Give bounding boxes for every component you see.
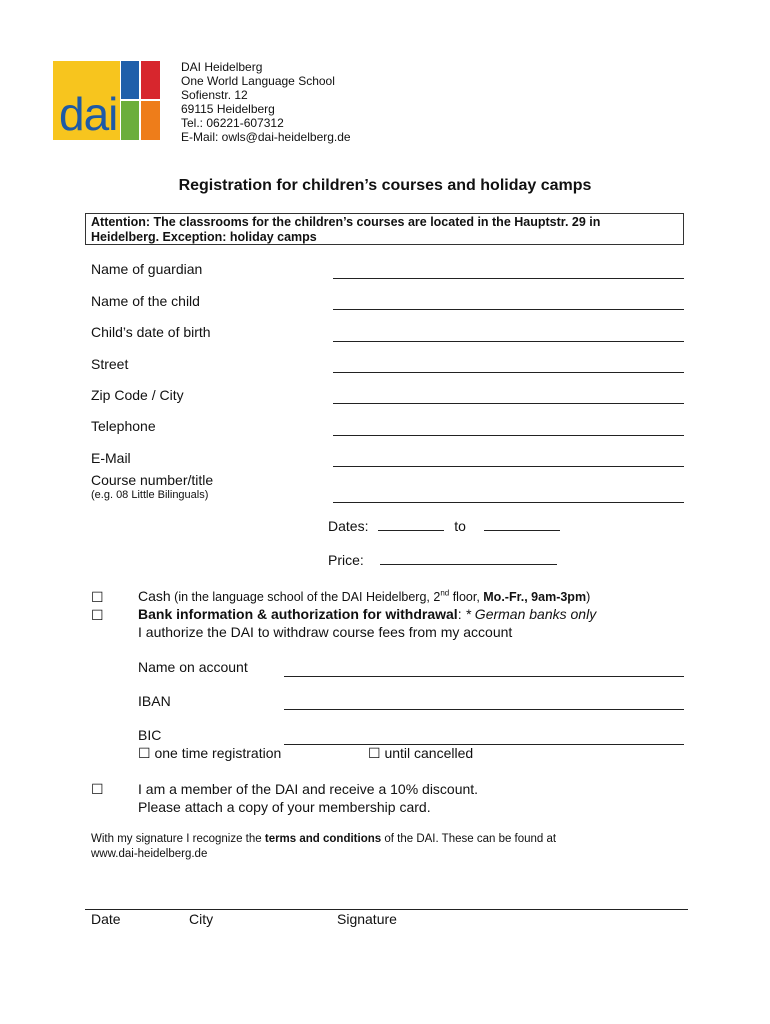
address-line: Sofienstr. 12 bbox=[181, 88, 248, 102]
attention-box bbox=[85, 213, 684, 245]
one-time-option bbox=[138, 745, 281, 762]
course-label: Course number/title bbox=[91, 472, 214, 488]
logo-wordmark: dai bbox=[59, 88, 118, 140]
cash-checkbox[interactable]: ☐ bbox=[91, 589, 104, 605]
bank-colon: : bbox=[457, 606, 466, 622]
bank-checkbox[interactable]: ☐ bbox=[91, 607, 104, 623]
price-row bbox=[328, 552, 557, 568]
zip-city-field[interactable] bbox=[333, 403, 684, 404]
member-checkbox[interactable]: ☐ bbox=[91, 781, 104, 797]
child-name-field[interactable] bbox=[333, 309, 684, 310]
address-line: DAI Heidelberg bbox=[181, 60, 263, 74]
bank-note: * German banks only bbox=[465, 606, 597, 622]
city-label: City bbox=[189, 911, 214, 927]
price-field[interactable] bbox=[380, 552, 557, 565]
member-line1: I am a member of the DAI and receive a 10% discount. bbox=[138, 781, 479, 797]
bank-title: Bank information & authorization for withdrawal bbox=[138, 606, 458, 622]
school-address bbox=[181, 60, 351, 144]
birthdate-label: Child’s date of birth bbox=[91, 324, 211, 340]
dates-to-label: to bbox=[454, 518, 466, 534]
cash-detail-sup: nd bbox=[440, 588, 450, 598]
member-line2: Please attach a copy of your membership card. bbox=[138, 799, 431, 815]
email-field[interactable] bbox=[333, 466, 684, 467]
until-cancelled-option bbox=[368, 745, 473, 762]
bic-label: BIC bbox=[138, 727, 162, 743]
page-title: Registration for children’s courses and holiday camps bbox=[178, 177, 592, 194]
bank-option bbox=[138, 606, 596, 622]
terms-link: terms and conditions bbox=[264, 833, 382, 845]
authorize-text: I authorize the DAI to withdraw course fees from my account bbox=[138, 624, 513, 640]
date-from-field[interactable] bbox=[378, 518, 444, 531]
cash-option bbox=[138, 588, 590, 604]
bic-field[interactable] bbox=[284, 744, 684, 745]
signature-line[interactable] bbox=[85, 909, 688, 910]
one-time-label: one time registration bbox=[154, 745, 282, 761]
birthdate-field[interactable] bbox=[333, 341, 684, 342]
logo-red-block bbox=[141, 61, 160, 99]
address-line: Tel.: 06221-607312 bbox=[181, 116, 284, 130]
course-example: (e.g. 08 Little Bilinguals) bbox=[91, 489, 209, 501]
telephone-field[interactable] bbox=[333, 435, 684, 436]
terms-after: of the DAI. These can be found at bbox=[381, 833, 557, 845]
until-cancelled-label: until cancelled bbox=[384, 745, 474, 761]
terms-note bbox=[91, 832, 691, 862]
dates-label: Dates: bbox=[328, 518, 369, 534]
address-line: One World Language School bbox=[181, 74, 335, 88]
terms-before: With my signature I recognize the bbox=[91, 833, 265, 845]
street-field[interactable] bbox=[333, 372, 684, 373]
street-label: Street bbox=[91, 356, 129, 372]
child-name-label: Name of the child bbox=[91, 293, 200, 309]
cash-detail: (in the language school of the DAI Heidelberg, 2 bbox=[170, 590, 441, 604]
iban-field[interactable] bbox=[284, 709, 684, 710]
terms-website: www.dai-heidelberg.de bbox=[91, 848, 208, 860]
date-to-field[interactable] bbox=[484, 518, 560, 531]
cash-hours: Mo.-Fr., 9am-3pm bbox=[483, 590, 587, 604]
address-line: E-Mail: owls@dai-heidelberg.de bbox=[181, 130, 351, 144]
one-time-checkbox[interactable]: ☐ bbox=[138, 745, 151, 761]
email-label: E-Mail bbox=[91, 450, 131, 466]
logo-orange-block bbox=[141, 101, 160, 140]
price-label: Price: bbox=[328, 552, 364, 568]
cash-detail-mid: floor, bbox=[449, 590, 484, 604]
guardian-name-label: Name of guardian bbox=[91, 261, 203, 277]
signature-label: Signature bbox=[337, 911, 397, 927]
cash-detail-close: ) bbox=[586, 590, 591, 604]
account-name-field[interactable] bbox=[284, 676, 684, 677]
logo-blue-block bbox=[121, 61, 139, 99]
zip-city-label: Zip Code / City bbox=[91, 387, 184, 403]
account-name-label: Name on account bbox=[138, 659, 248, 675]
telephone-label: Telephone bbox=[91, 418, 156, 434]
dai-logo bbox=[53, 61, 160, 140]
guardian-name-field[interactable] bbox=[333, 278, 684, 279]
until-cancelled-checkbox[interactable]: ☐ bbox=[368, 745, 381, 761]
iban-label: IBAN bbox=[138, 693, 171, 709]
logo-green-block bbox=[121, 101, 139, 140]
attention-line: Attention: The classrooms for the children’s courses are located in the Hauptstr. 29 in bbox=[91, 215, 601, 229]
attention-line: Heidelberg. Exception: holiday camps bbox=[91, 230, 317, 244]
dates-row bbox=[328, 518, 560, 534]
date-label: Date bbox=[91, 911, 121, 927]
cash-label: Cash bbox=[138, 588, 171, 604]
address-line: 69115 Heidelberg bbox=[181, 102, 275, 116]
course-field[interactable] bbox=[333, 502, 684, 503]
